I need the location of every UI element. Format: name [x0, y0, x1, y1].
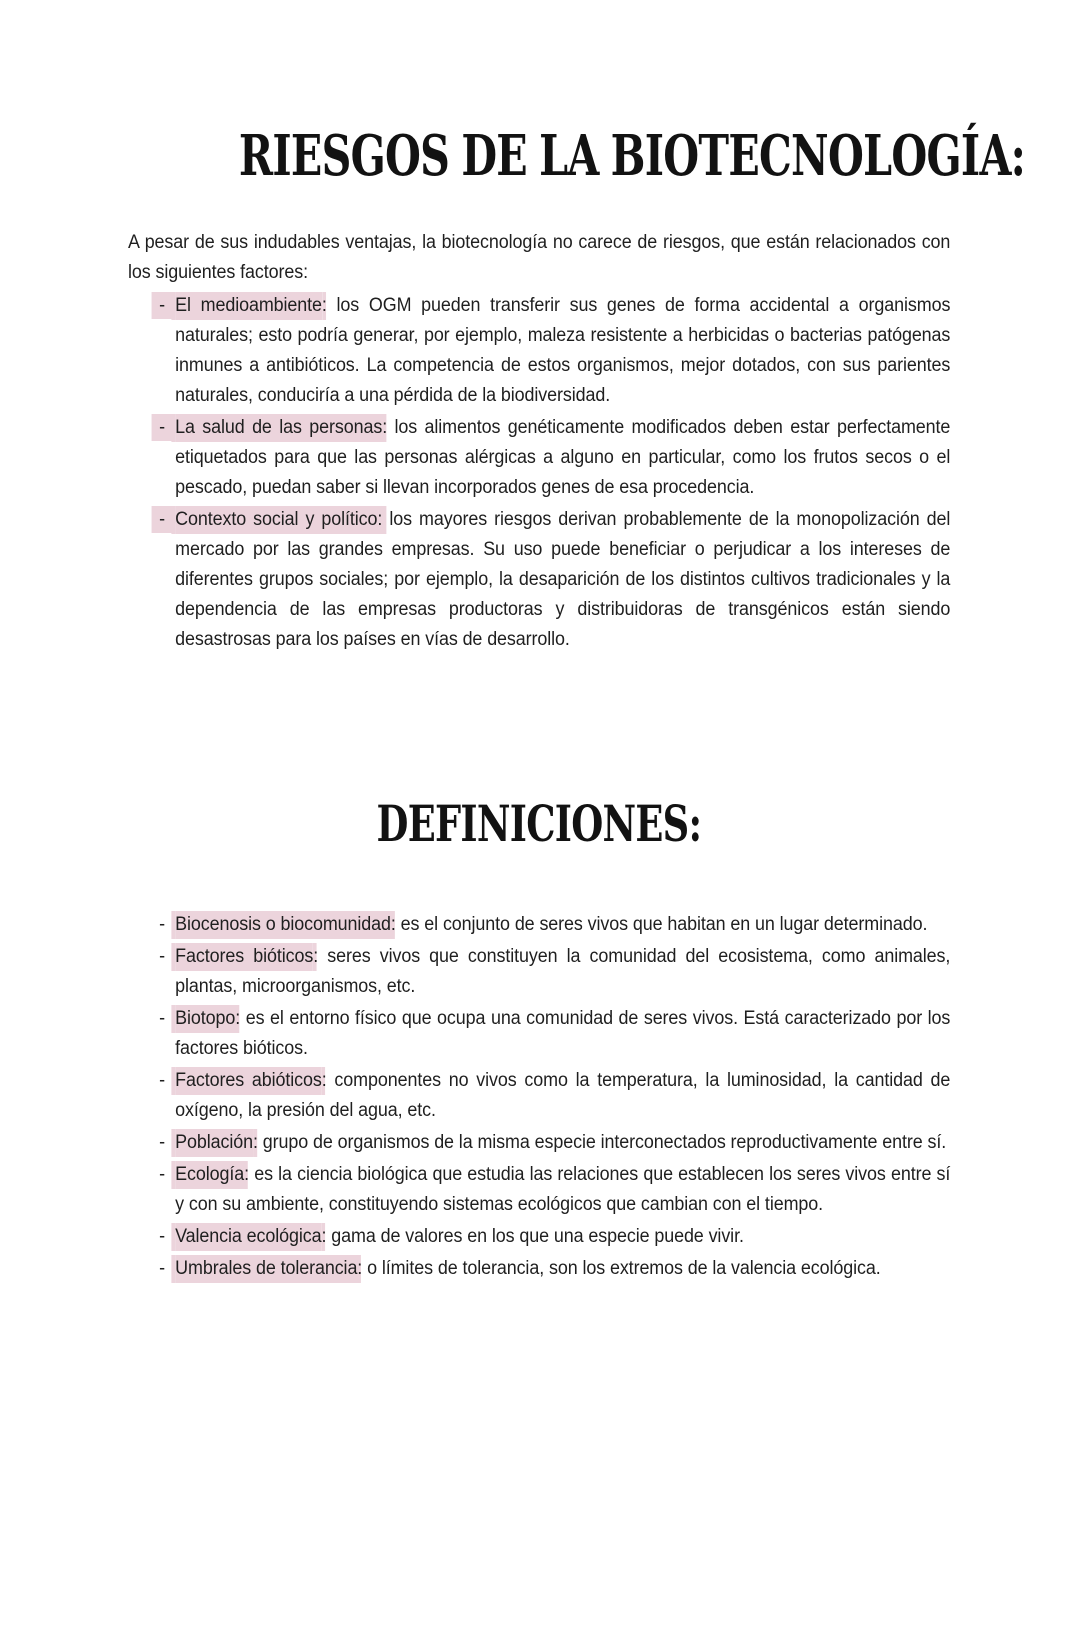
highlighted-term: Contexto social y político:: [175, 506, 382, 534]
highlighted-term: Biocenosis o biocomunidad: [175, 911, 391, 939]
bullet-dash: -: [159, 1070, 165, 1092]
item-text: : es el conjunto de seres vivos que habitan en un lugar determinado.: [390, 914, 928, 936]
highlighted-term: Valencia ecológica: [175, 1223, 321, 1251]
item-text: : grupo de organismos de la misma especie interconectados reproductivamente entre sí.: [253, 1132, 947, 1154]
item-text: : gama de valores en los que una especie puede vivir.: [321, 1226, 744, 1248]
list-item: [128, 1160, 950, 1220]
highlighted-term: Población: [175, 1129, 253, 1157]
item-text: : es el entorno físico que ocupa una comunidad de seres vivos. Está caracterizado por los factores bióticos.: [175, 1008, 951, 1060]
list-item: [128, 1004, 950, 1064]
intro-paragraph: A pesar de sus indudables ventajas, la biotecnología no carece de riesgos, que están relacionados con los siguientes factores:: [128, 231, 951, 283]
section-title-definiciones: [128, 793, 950, 853]
list-item: [128, 1254, 950, 1284]
bullet-dash: -: [159, 1226, 165, 1248]
notes-page: [0, 123, 1080, 1652]
bullet-dash: -: [128, 292, 175, 319]
definitions-list: [128, 910, 950, 1284]
bullet-dash: -: [159, 914, 165, 936]
item-text: : componentes no vivos como la temperatura, la luminosidad, la cantidad de oxígeno, la presión del agua, etc.: [175, 1070, 951, 1122]
list-item: [128, 505, 950, 655]
item-text: : o límites de tolerancia, son los extremos de la valencia ecológica.: [357, 1258, 881, 1280]
highlighted-term: El medioambiente: [175, 292, 322, 320]
bullet-dash: -: [159, 1008, 165, 1030]
list-item: [128, 910, 950, 940]
highlighted-term: Biotopo: [175, 1005, 235, 1033]
item-text: : los OGM pueden transferir sus genes de forma accidental a organismos naturales; esto podría generar, por ejemplo, maleza resistente a herbicidas o bacterias patógenas inmunes a antibióticos. La competencia de estos organismos, mejor dotados, con sus parientes naturales, conduciría a una pérdida de la biodiversidad.: [175, 294, 951, 406]
section-title-riesgos: [128, 123, 1026, 189]
bullet-dash: -: [159, 1164, 165, 1186]
bullet-dash: -: [159, 1258, 165, 1280]
list-item: [128, 942, 950, 1002]
section-title-riesgos-text: RIESGOS DE LA BIOTECNOLOGÍA:: [238, 123, 1026, 189]
document-column: [128, 123, 1026, 1284]
list-item: [128, 413, 950, 503]
risk-list: [128, 291, 950, 655]
highlighted-term: La salud de las personas: [175, 414, 382, 442]
list-item: [128, 1222, 950, 1252]
highlighted-term: Umbrales de tolerancia: [175, 1255, 357, 1283]
item-text: : los alimentos genéticamente modificados deben estar perfectamente etiquetados para que las personas alérgicas a alguno en particular, como los frutos secos o el pescado, puedan saber si llevan incorporados genes de esa procedencia.: [175, 416, 951, 498]
bullet-dash: -: [159, 946, 165, 968]
item-text: : seres vivos que constituyen la comunidad del ecosistema, como animales, plantas, microorganismos, etc.: [175, 946, 951, 998]
list-item: [128, 1066, 950, 1126]
list-item: [128, 291, 950, 411]
item-text: los mayores riesgos derivan probablemente de la monopolización del mercado por las grandes empresas. Su uso puede beneficiar o perjudicar a los intereses de diferentes grupos sociales; por ejemplo, la desaparición de los distintos cultivos tradicionales y la dependencia de las empresas productoras y distribuidoras de transgénicos están siendo desastrosas para los países en vías de desarrollo.: [175, 508, 951, 650]
bullet-dash: -: [159, 1132, 165, 1154]
bullet-dash: -: [128, 506, 175, 533]
list-item: [128, 1128, 950, 1158]
section-title-definiciones-text: DEFINICIONES:: [376, 793, 702, 853]
bullet-dash: -: [128, 414, 175, 441]
item-text: : es la ciencia biológica que estudia las relaciones que establecen los seres vivos entre sí y con su ambiente, constituyendo sistemas ecológicos que cambian con el tiempo.: [175, 1164, 951, 1216]
highlighted-term: Factores bióticos: [175, 943, 313, 971]
highlighted-term: Ecología: [175, 1161, 244, 1189]
highlighted-term: Factores abióticos: [175, 1067, 322, 1095]
